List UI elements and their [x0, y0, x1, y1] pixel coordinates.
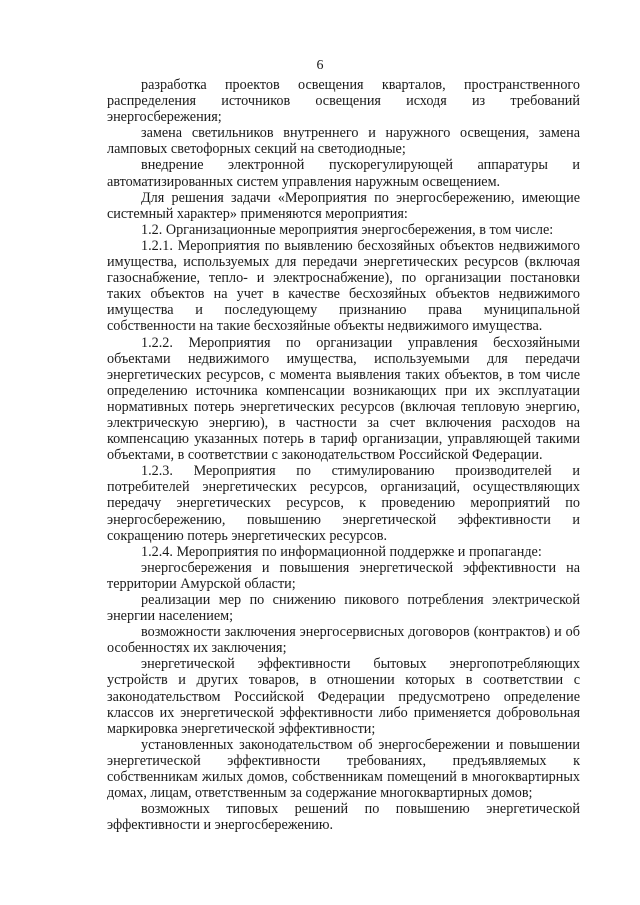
paragraph-section-1-2-1: 1.2.1. Мероприятия по выявлению бесхозяйных объектов недвижимого имущества, используемых для передачи энергетических ресурсов (включая газоснабжение, тепло- и электроснабжение), по организации постановки таких объектов на учет в качестве бесхозяйных объектов недвижимого имущества и последующему признанию права муниципальной собственности на такие бесхозяйные объекты недвижимого имущества.	[107, 237, 580, 335]
paragraph-section-1-2: 1.2. Организационные мероприятия энергосбережения, в том числе:	[141, 221, 554, 238]
list-item-energy-saving: энергосбережения и повышения энергетической эффективности на территории Амурской области;	[107, 559, 580, 592]
list-item-legal-requirements: установленных законодательством об энергосбережении и повышении энергетической эффективности требованиях, предъявляемых к собственникам жилых домов, собственникам помещений в многоквартирных домах, лицам, ответственным за содержание многоквартирных домов;	[107, 736, 580, 802]
paragraph-section-1-2-3: 1.2.3. Мероприятия по стимулированию производителей и потребителей энергетических ресурсов, организаций, осуществляющих передачу энергетических ресурсов, к проведению мероприятий по энергосбережению, повышению энергетической эффективности и сокращению потерь энергетических ресурсов.	[107, 463, 580, 544]
paragraph-task-intro: Для решения задачи «Мероприятия по энергосбережению, имеющие системный характер» применяются мероприятия:	[107, 189, 580, 222]
paragraph-electronic-ballast: внедрение электронной пускорегулирующей аппаратуры и автоматизированных систем управления наружным освещением.	[107, 157, 580, 190]
list-item-peak-consumption: реализации мер по снижению пикового потребления электрической энергии населением;	[107, 592, 580, 625]
list-item-household-devices: энергетической эффективности бытовых энергопотребляющих устройств и других товаров, в отношении которых в соответствии с законодательством Российской Федерации предусмотрено определение классов их энергетической эффективности либо применяется добровольная маркировка энергетической эффективности;	[107, 656, 580, 737]
list-item-energy-service-contracts: возможности заключения энергосервисных договоров (контрактов) и об особенностях их заключения;	[107, 624, 580, 657]
paragraph-section-1-2-4: 1.2.4. Мероприятия по информационной поддержке и пропаганде:	[141, 543, 542, 560]
paragraph-section-1-2-2: 1.2.2. Мероприятия по организации управления бесхозяйными объектами недвижимого имущества, используемыми для передачи энергетических ресурсов, с момента выявления таких объектов, в том числе определению источника компенсации возникающих при их эксплуатации нормативных потерь энергетических ресурсов (включая тепловую энергию, электрическую энергию), в частности за счет включения расходов на компенсацию указанных потерь в тариф организации, управляющей такими объектами, в соответствии с законодательством Российской Федерации.	[107, 334, 580, 464]
paragraph-lamp-replacement: замена светильников внутреннего и наружного освещения, замена ламповых светофорных секций на светодиодные;	[107, 125, 580, 158]
document-body	[107, 77, 580, 833]
page-number: 6	[316, 58, 324, 73]
list-item-typical-solutions: возможных типовых решений по повышению энергетической эффективности и энергосбережению.	[107, 801, 580, 834]
paragraph-lighting-design: разработка проектов освещения кварталов, пространственного распределения источников освещения исходя из требований энергосбережения;	[107, 77, 580, 126]
